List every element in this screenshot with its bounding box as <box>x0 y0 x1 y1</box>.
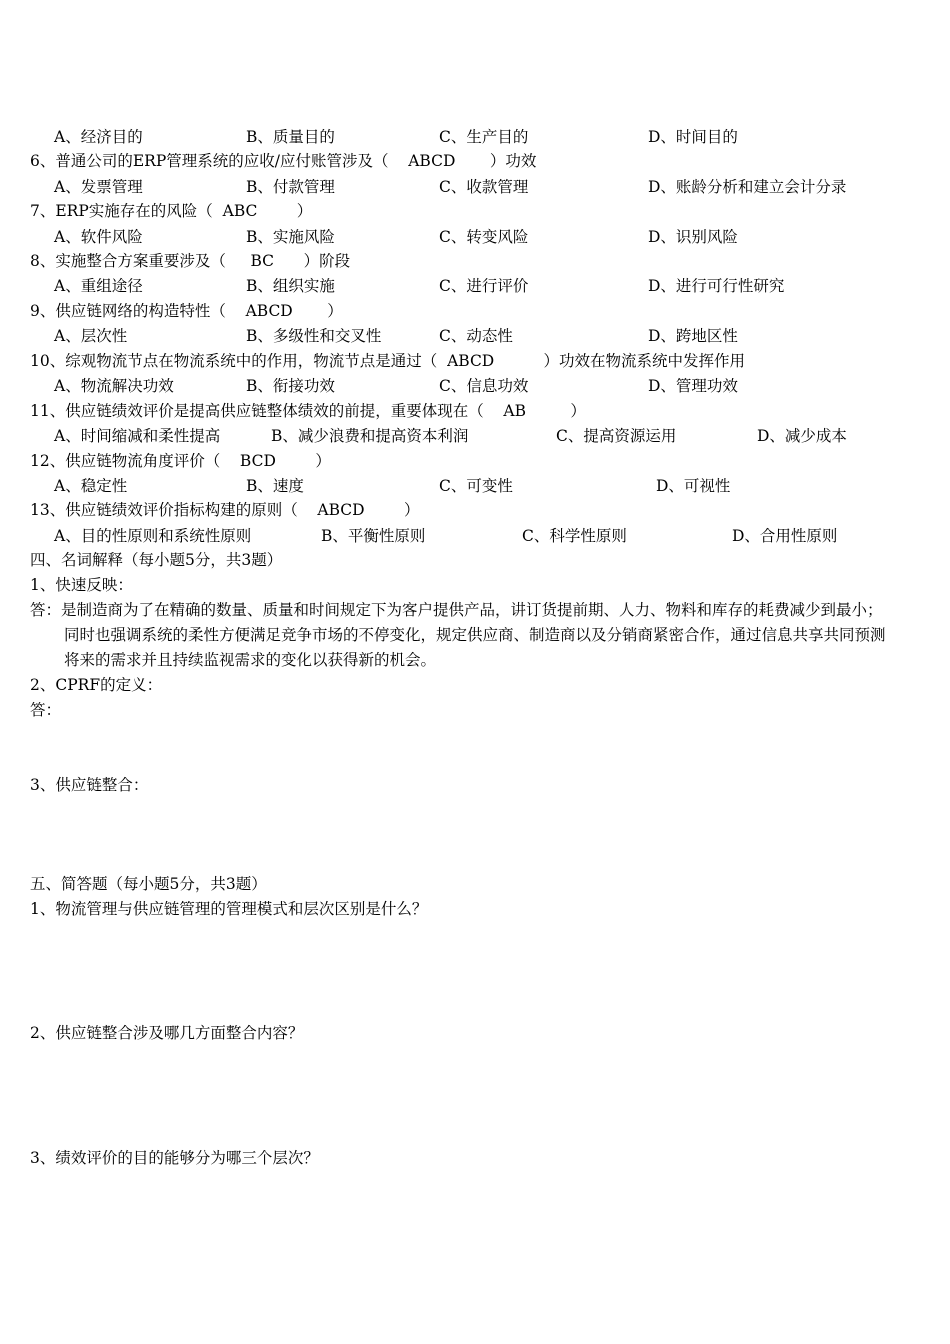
option-b: B、付款管理 <box>246 178 335 196</box>
option-d: D、管理功效 <box>648 377 738 395</box>
s5-question-3: 3、绩效评价的目的能够分为哪三个层次？ <box>30 1149 319 1167</box>
option-d: D、识别风险 <box>648 228 738 246</box>
section-4-heading: 四、名词解释（每小题5分，共3题） <box>30 551 283 569</box>
option-a: A、时间缩减和柔性提高 <box>54 427 221 445</box>
option-d: D、账龄分析和建立会计分录 <box>648 178 847 196</box>
option-d: D、跨地区性 <box>648 327 738 345</box>
option-a: A、重组途径 <box>54 277 143 295</box>
option-a: A、经济目的 <box>54 128 143 146</box>
option-b: B、多级性和交叉性 <box>246 327 382 345</box>
option-c: C、进行评价 <box>439 277 529 295</box>
s4-answer-1-line-2: 同时也强调系统的柔性方便满足竞争市场的不停变化，规定供应商、制造商以及分销商紧密合作，通过信息共享共同预测 <box>64 626 886 644</box>
s4-question-3: 3、供应链整合： <box>30 776 149 794</box>
option-d: D、进行可行性研究 <box>648 277 785 295</box>
option-d: D、合用性原则 <box>732 527 838 545</box>
option-a: A、目的性原则和系统性原则 <box>54 527 252 545</box>
option-d: D、可视性 <box>656 477 731 495</box>
option-c: C、动态性 <box>439 327 513 345</box>
s4-answer-2: 答： <box>30 701 62 719</box>
s5-question-2: 2、供应链整合涉及哪几方面整合内容？ <box>30 1024 304 1042</box>
question-6: 6、普通公司的ERP管理系统的应收/应付账管涉及（ ABCD ）功效 <box>30 152 537 170</box>
option-c: C、收款管理 <box>439 178 529 196</box>
question-8: 8、实施整合方案重要涉及（ BC ）阶段 <box>30 252 351 270</box>
s4-question-1: 1、快速反映： <box>30 576 133 594</box>
option-b: B、速度 <box>246 477 304 495</box>
option-d: D、减少成本 <box>757 427 847 445</box>
option-b: B、质量目的 <box>246 128 335 146</box>
option-d: D、时间目的 <box>648 128 738 146</box>
option-c: C、生产目的 <box>439 128 529 146</box>
question-11: 11、供应链绩效评价是提高供应链整体绩效的前提，重要体现在（ AB ） <box>30 402 586 420</box>
option-a: A、层次性 <box>54 327 128 345</box>
option-c: C、信息功效 <box>439 377 529 395</box>
option-c: C、可变性 <box>439 477 513 495</box>
option-b: B、组织实施 <box>246 277 335 295</box>
option-a: A、软件风险 <box>54 228 143 246</box>
question-10: 10、综观物流节点在物流系统中的作用，物流节点是通过（ ABCD ）功效在物流系统中发挥作用 <box>30 352 746 370</box>
option-c: C、科学性原则 <box>522 527 627 545</box>
option-a: A、物流解决功效 <box>54 377 174 395</box>
option-c: C、转变风险 <box>439 228 529 246</box>
option-b: B、实施风险 <box>246 228 335 246</box>
question-7: 7、ERP实施存在的风险（ ABC ） <box>30 202 313 220</box>
s5-question-1: 1、物流管理与供应链管理的管理模式和层次区别是什么？ <box>30 900 428 918</box>
question-12: 12、供应链物流角度评价（ BCD ） <box>30 452 331 470</box>
option-a: A、稳定性 <box>54 477 128 495</box>
section-5-heading: 五、简答题（每小题5分，共3题） <box>30 875 267 893</box>
option-b: B、减少浪费和提高资本利润 <box>271 427 469 445</box>
s4-question-2: 2、CPRF的定义： <box>30 676 163 694</box>
s4-answer-1-line-1: 答：是制造商为了在精确的数量、质量和时间规定下为客户提供产品，讲订货提前期、人力、物料和库存的耗费减少到最小； <box>30 601 883 619</box>
question-13: 13、供应链绩效评价指标构建的原则（ ABCD ） <box>30 501 420 519</box>
option-b: B、平衡性原则 <box>321 527 426 545</box>
option-b: B、衔接功效 <box>246 377 335 395</box>
question-9: 9、供应链网络的构造特性（ ABCD ） <box>30 302 343 320</box>
option-c: C、提高资源运用 <box>556 427 677 445</box>
option-a: A、发票管理 <box>54 178 143 196</box>
s4-answer-1-line-3: 将来的需求并且持续监视需求的变化以获得新的机会。 <box>64 651 437 669</box>
